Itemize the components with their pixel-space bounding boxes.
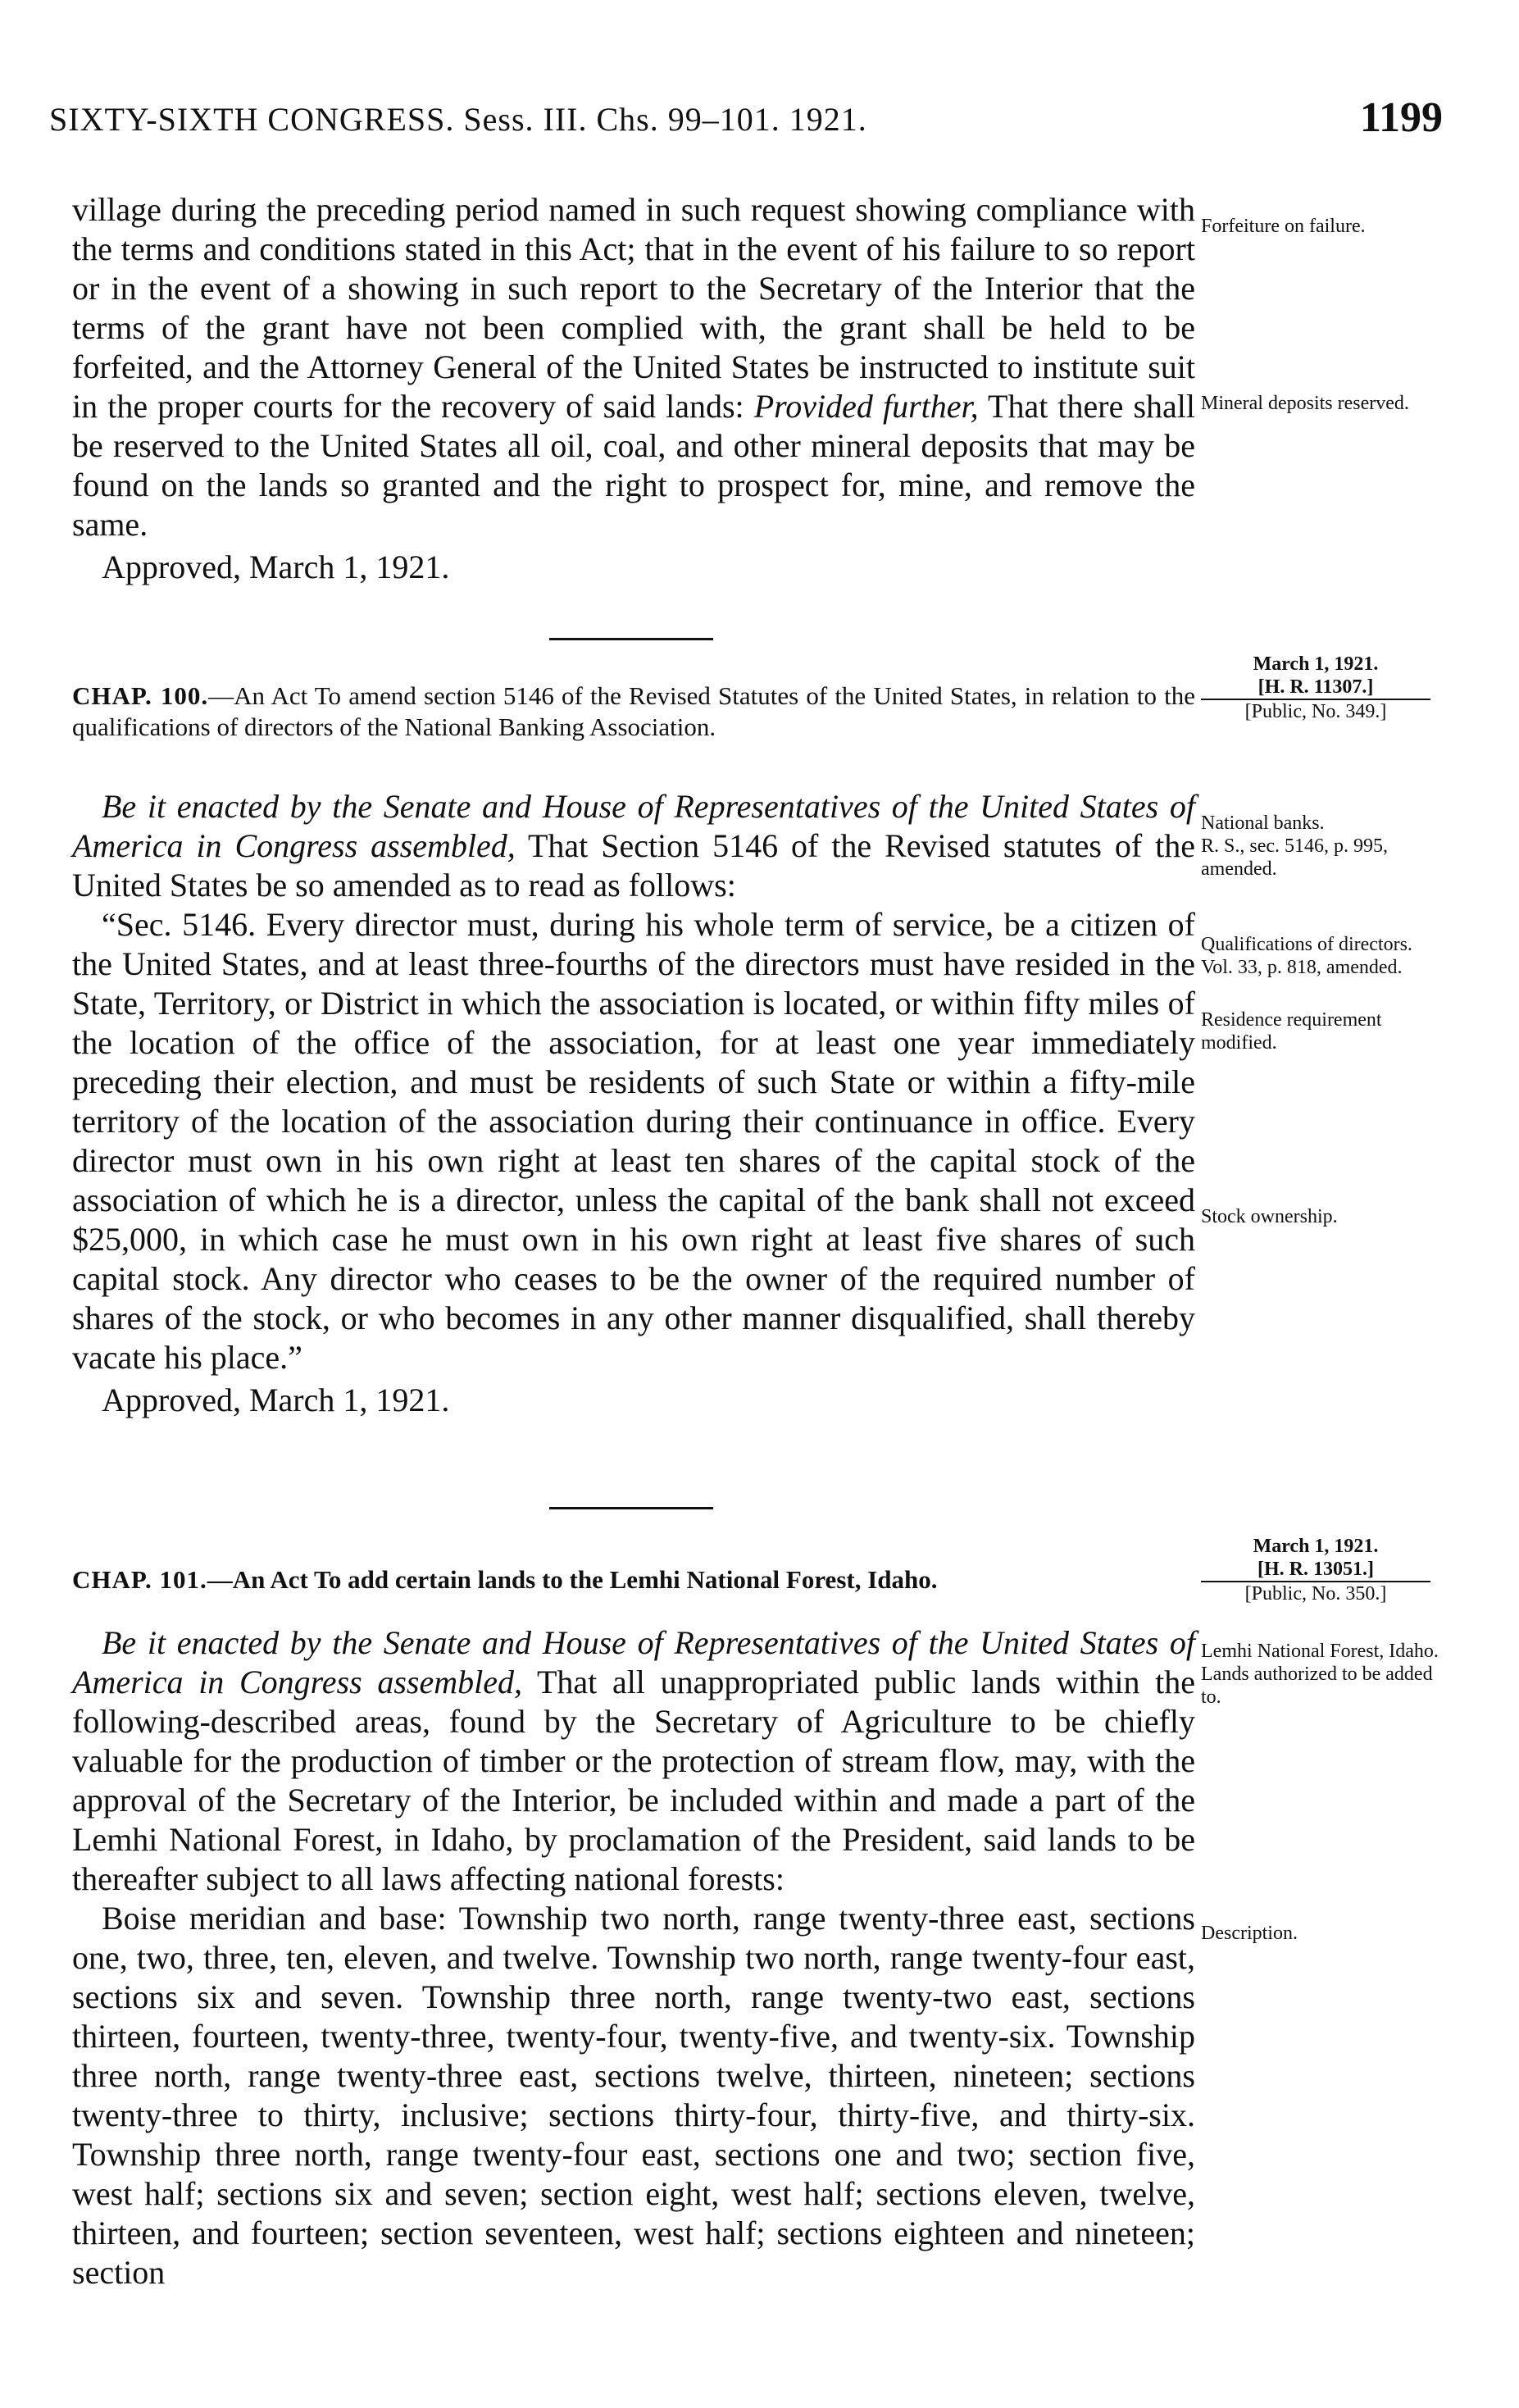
running-head: SIXTY-SIXTH CONGRESS. Sess. III. Chs. 99–101. 1921. xyxy=(49,101,867,138)
marginal-note-stock: Stock ownership. xyxy=(1201,1206,1338,1227)
marginal-note-qualifications: Qualifications of directors. Vol. 33, p. 818, amended. xyxy=(1201,934,1412,978)
page-number: 1199 xyxy=(1359,94,1443,141)
chapter-99-continued xyxy=(72,190,1195,587)
chapter-100-date: March 1, 1921. xyxy=(1253,653,1379,675)
chapter-101-date: March 1, 1921. xyxy=(1253,1536,1379,1557)
marginal-note-forfeiture: Forfeiture on failure. xyxy=(1201,216,1366,237)
chapter-101-description: Boise meridian and base: Township two north, range twenty-three east, sections one, two, three, ten, eleven, and twelve. Township two north, range twenty-four east, sections six and seven. Township three north, range twenty-two east, sections thirteen, fourteen, twenty-three, twenty-four, twenty-five, and twenty-six. Township three north, range twenty-three east, sections twelve, thirteen, nineteen; sections twenty-three to thirty, inclusive; sections thirty-four, thirty-five, and thirty-six. Township three north, range twenty-four east, sections one and two; section five, west half; sections six and seven; section eight, west half; sections eleven, twelve, thirteen, and fourteen; section seventeen, west half; sections eighteen and nineteen; section xyxy=(72,1900,1195,2291)
chapter-101-body xyxy=(72,1623,1195,2292)
marginal-note-residence: Residence requirement modified. xyxy=(1201,1009,1382,1054)
chapter-100-title: CHAP. 100.—An Act To amend section 5146 of the Revised Statutes of the United States, in relation to the qualifications of directors of the National Banking Association. xyxy=(72,681,1195,741)
chapter-100-date-block xyxy=(1201,653,1430,723)
chapter-101-enacting-clause: Be it enacted by the Senate and House of Representatives of the United States of America in Congress assembled, That all unappropriated public lands within the following-described areas, found by the Secretary of Agriculture to be chiefly valuable for the production of timber or the protection of stream flow, may, with the approval of the Secretary of the Interior, be included within and made a part of the Lemhi National Forest, in Idaho, by proclamation of the President, said lands to be thereafter subject to all laws affecting national forests: xyxy=(72,1624,1195,1897)
page-header xyxy=(49,94,1443,149)
chapter-101-label: CHAP. 101. xyxy=(72,1565,207,1594)
marginal-note-mineral-deposits: Mineral deposits reserved. xyxy=(1201,393,1409,414)
marginal-note-national-banks: National banks. R. S., sec. 5146, p. 995, amended. xyxy=(1201,813,1388,880)
marginal-note-lemhi: Lemhi National Forest, Idaho. Lands authorized to be added to. xyxy=(1201,1641,1439,1708)
section-divider xyxy=(549,638,713,640)
marginal-note-description: Description. xyxy=(1201,1923,1298,1944)
proviso-label: Provided further, xyxy=(753,388,979,425)
chapter-100-public-number: [Public, No. 349.] xyxy=(1244,701,1387,722)
approved-ch99: Approved, March 1, 1921. xyxy=(102,549,450,585)
chapter-101-date-block xyxy=(1201,1535,1430,1605)
approved-ch100: Approved, March 1, 1921. xyxy=(102,1382,450,1418)
chapter-100-enacting-clause: Be it enacted by the Senate and House of Representatives of the United States of America in Congress assembled, That Section 5146 of the Revised statutes of the United States be so amended as to read as follows: xyxy=(72,788,1195,904)
chapter-100-hr-number: [H. R. 11307.] xyxy=(1201,676,1430,700)
chapter-100-body xyxy=(72,787,1195,1420)
chapter-100-section-text: “Sec. 5146. Every director must, during his whole term of service, be a citizen of the United States, and at least three-fourths of the directors must have resided in the State, Territory, or District in which the association is located, or within fifty miles of the location of the office of the association, for at least one year immediately preceding their election, and must be residents of such State or within a fifty-mile territory of the location of the association during their continuance in office. Every director must own in his own right at least ten shares of the capital stock of the association of which he is a director, unless the capital of the bank shall not exceed $25,000, in which case he must own in his own right at least five shares of such capital stock. Any director who ceases to be the owner of the required number of shares of the stock, or who becomes in any other manner disqualified, shall thereby vacate his place.” xyxy=(72,906,1195,1376)
section-divider xyxy=(549,1507,713,1509)
chapter-101-title: CHAP. 101.—An Act To add certain lands to the Lemhi National Forest, Idaho. xyxy=(72,1565,938,1594)
chapter-101-hr-number: [H. R. 13051.] xyxy=(1201,1558,1430,1582)
proviso-text: That there shall be reserved to the United States all oil, coal, and other mineral deposits that may be found on the lands so granted and the right to prospect for, mine, and remove the same. xyxy=(72,388,1195,543)
chapter-99-text: village during the preceding period named in such request showing compliance with the terms and conditions stated in this Act; that in the event of his failure to so report or in the event of a showing in such report to the Secretary of the Interior that the terms of the grant have not been complied with, the grant shall be held to be forfeited, and the Attorney General of the United States be instructed to institute suit in the proper courts for the recovery of said lands: Provided further, That there shall be reserved to the United States all oil, coal, and other mineral deposits that may be found on the lands so granted and the right to prospect for, mine, and remove the same. xyxy=(72,191,1195,543)
chapter-100-label: CHAP. 100. xyxy=(72,681,209,710)
chapter-101-public-number: [Public, No. 350.] xyxy=(1244,1583,1387,1605)
